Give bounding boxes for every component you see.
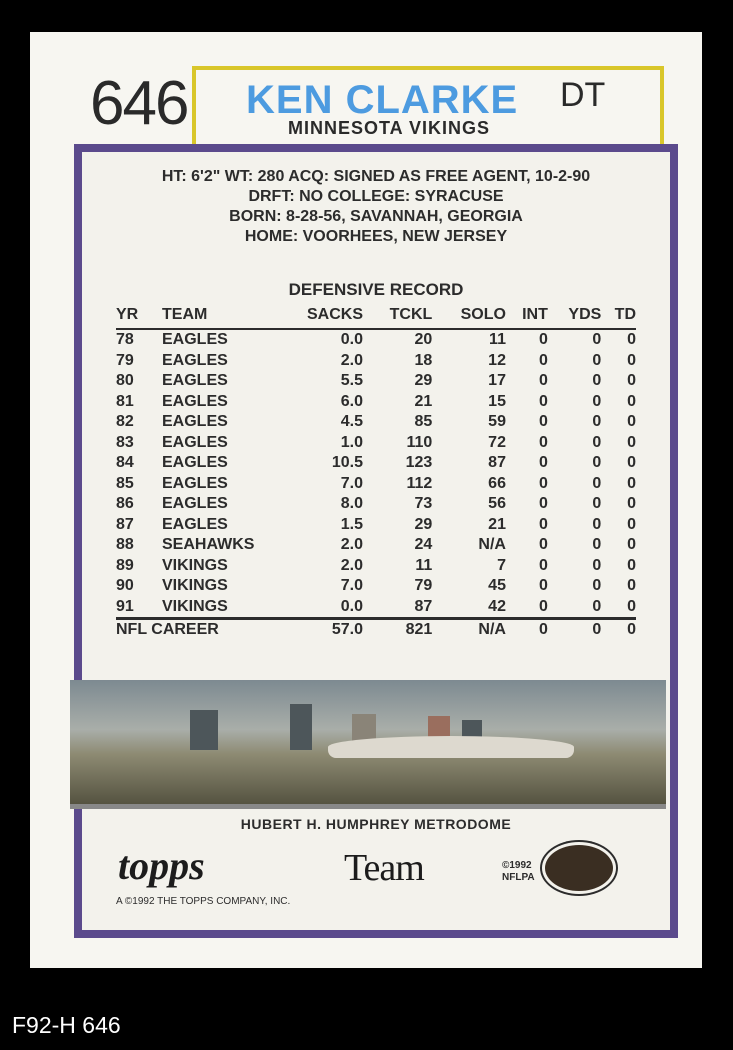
cell-solo: 11: [489, 331, 506, 349]
bio-line-1: HT: 6'2" WT: 280 ACQ: SIGNED AS FREE AGENT, 10-2-90: [161, 168, 591, 185]
col-header-int: INT: [506, 302, 548, 329]
cell-int: 0: [538, 495, 548, 513]
stats-row: [116, 453, 636, 474]
cell-sacks: 2.0: [340, 351, 363, 369]
cell-tckl: 24: [414, 536, 433, 554]
stats-row: [116, 494, 636, 515]
cell-solo: 7: [497, 556, 506, 574]
cell-yr: 89: [116, 556, 134, 574]
team-nfl-logo: Team: [344, 847, 424, 889]
stats-row: [116, 329, 636, 351]
cell-yr: 81: [116, 392, 134, 410]
cell-yr: 87: [116, 515, 134, 533]
cell-sacks: 0.0: [340, 331, 363, 349]
cell-team: EAGLES: [162, 454, 228, 472]
cell-tckl: 112: [406, 474, 433, 492]
stats-row: [116, 576, 636, 597]
metrodome: [328, 736, 574, 758]
cell-team: EAGLES: [162, 331, 228, 349]
cell-sacks: 1.5: [340, 515, 363, 533]
stats-row: [116, 597, 636, 619]
cell-yds: 0: [592, 577, 602, 595]
photo-caption: HUBERT H. HUMPHREY METRODOME: [240, 816, 512, 832]
card-number: 646: [90, 69, 188, 138]
player-name: KEN CLARKE: [246, 78, 519, 122]
cell-yds: 0: [592, 331, 602, 349]
cell-yr: 85: [116, 474, 134, 492]
cell-tckl: 29: [414, 515, 433, 533]
nflpa-text: [502, 860, 535, 884]
col-header-solo: SOLO: [432, 302, 506, 329]
cell-tckl: 123: [405, 454, 433, 472]
cell-int: 0: [538, 372, 548, 390]
cell-yr: 91: [116, 597, 134, 615]
cell-sacks: 2.0: [340, 536, 363, 554]
cell-td: 0: [627, 556, 636, 574]
cell-yr: 80: [116, 372, 134, 390]
stats-body: [116, 329, 636, 619]
cell-sacks: 2.0: [340, 556, 363, 574]
cell-yds: 0: [592, 454, 602, 472]
cell-sacks: 5.5: [340, 372, 363, 390]
cell-int: 0: [538, 454, 548, 472]
cell-sacks: 10.5: [331, 454, 363, 472]
cell-td: 0: [627, 331, 636, 349]
cell-td: 0: [627, 495, 636, 513]
cell-int: 0: [538, 474, 548, 492]
stats-row: [116, 392, 636, 413]
cell-solo: 17: [488, 372, 506, 390]
player-team: MINNESOTA VIKINGS: [288, 118, 491, 138]
cell-solo: 12: [488, 351, 506, 369]
cell-solo: 66: [488, 474, 506, 492]
stats-row: [116, 474, 636, 495]
cell-yds: 0: [592, 413, 602, 431]
cell-solo: 45: [488, 577, 506, 595]
career-sacks: 57.0: [272, 619, 363, 641]
cell-sacks: 1.0: [340, 433, 363, 451]
cell-int: 0: [538, 597, 548, 615]
cell-team: SEAHAWKS: [162, 536, 255, 554]
cell-td: 0: [627, 413, 636, 431]
cell-sacks: 7.0: [340, 474, 363, 492]
cell-tckl: 79: [414, 577, 433, 595]
cell-td: 0: [627, 454, 636, 472]
cell-yr: 83: [116, 433, 134, 451]
stats-row: [116, 351, 636, 372]
cell-yds: 0: [592, 433, 602, 451]
cell-yr: 86: [116, 495, 134, 513]
cell-solo: 21: [488, 515, 506, 533]
cell-int: 0: [538, 351, 548, 369]
cell-yr: 79: [116, 351, 134, 369]
cell-tckl: 20: [414, 331, 433, 349]
cell-team: EAGLES: [162, 495, 228, 513]
stats-row: [116, 535, 636, 556]
cell-sacks: 6.0: [340, 392, 363, 410]
topps-logo: topps: [118, 843, 205, 888]
stats-row: [116, 371, 636, 392]
col-header-td: TD: [601, 302, 636, 329]
cell-team: EAGLES: [162, 392, 228, 410]
player-position: DT: [560, 76, 606, 114]
cell-yds: 0: [592, 536, 602, 554]
col-header-yds: YDS: [548, 302, 601, 329]
cell-yds: 0: [592, 556, 602, 574]
cell-tckl: 73: [414, 495, 433, 513]
col-header-yr: YR: [116, 302, 162, 329]
cell-team: VIKINGS: [162, 597, 228, 615]
career-label: NFL CAREER: [116, 619, 272, 641]
nflpa-label: NFLPA: [502, 872, 535, 883]
stats-row: [116, 433, 636, 454]
nflpa-year: ©1992: [502, 860, 532, 871]
cell-team: VIKINGS: [162, 577, 228, 595]
stadium-photo: [70, 680, 666, 809]
career-tckl: 821: [363, 619, 432, 641]
footer-label: F92-H 646: [12, 1012, 121, 1038]
cell-tckl: 11: [415, 556, 433, 574]
cell-td: 0: [627, 536, 636, 554]
cell-sacks: 7.0: [340, 577, 363, 595]
cell-td: 0: [627, 433, 636, 451]
stats-row: [116, 412, 636, 433]
cell-int: 0: [538, 536, 548, 554]
cell-sacks: 8.0: [340, 495, 363, 513]
building: [190, 710, 218, 750]
cell-tckl: 21: [414, 392, 433, 410]
name-plate: [192, 66, 664, 144]
cell-solo: 42: [488, 597, 506, 615]
cell-yds: 0: [592, 372, 602, 390]
cell-solo: 15: [488, 392, 506, 410]
building: [290, 704, 312, 750]
cell-sacks: 4.5: [340, 413, 363, 431]
cell-yds: 0: [592, 515, 602, 533]
cell-yds: 0: [592, 351, 602, 369]
career-solo: N/A: [432, 619, 506, 641]
cell-tckl: 85: [414, 413, 433, 431]
stats-table: [116, 302, 636, 641]
cell-team: EAGLES: [162, 351, 228, 369]
stats-title: DEFENSIVE RECORD: [288, 280, 464, 299]
cell-td: 0: [627, 372, 636, 390]
cell-team: EAGLES: [162, 474, 228, 492]
cell-int: 0: [538, 413, 548, 431]
cell-int: 0: [538, 515, 548, 533]
cell-sacks: 0.0: [340, 597, 363, 615]
cell-int: 0: [538, 433, 548, 451]
cell-td: 0: [627, 515, 636, 533]
col-header-team: TEAM: [162, 302, 272, 329]
cell-team: EAGLES: [162, 515, 228, 533]
cell-int: 0: [538, 556, 548, 574]
cell-tckl: 87: [414, 597, 433, 615]
career-td: 0: [601, 619, 636, 641]
bio-line-4: HOME: VOORHEES, NEW JERSEY: [244, 228, 508, 245]
cell-td: 0: [627, 474, 636, 492]
cell-solo: 59: [488, 413, 506, 431]
stats-row: [116, 515, 636, 536]
trading-card-back: [30, 32, 702, 968]
career-int: 0: [506, 619, 548, 641]
cell-yds: 0: [592, 474, 602, 492]
cell-team: EAGLES: [162, 372, 228, 390]
cell-solo: N/A: [478, 536, 506, 554]
cell-tckl: 110: [406, 433, 433, 451]
cell-td: 0: [627, 351, 636, 369]
cell-team: EAGLES: [162, 433, 228, 451]
copyright: A ©1992 THE TOPPS COMPANY, INC.: [116, 896, 291, 907]
col-header-sacks: SACKS: [272, 302, 363, 329]
cell-yds: 0: [592, 495, 602, 513]
bio-line-2: DRFT: NO COLLEGE: SYRACUSE: [248, 188, 504, 205]
stats-row: [116, 556, 636, 577]
cell-solo: 56: [488, 495, 506, 513]
col-header-tckl: TCKL: [363, 302, 432, 329]
cell-yds: 0: [592, 392, 602, 410]
cell-yr: 82: [116, 413, 134, 431]
cell-solo: 87: [488, 454, 506, 472]
nflpa-football-icon: [542, 842, 616, 894]
cell-yr: 78: [116, 331, 134, 349]
bio-line-3: BORN: 8-28-56, SAVANNAH, GEORGIA: [229, 208, 523, 225]
card-frame: [74, 144, 678, 938]
cell-int: 0: [538, 577, 548, 595]
stats-header-row: [116, 302, 636, 329]
cell-int: 0: [538, 392, 548, 410]
cell-int: 0: [538, 331, 548, 349]
cell-td: 0: [627, 577, 636, 595]
career-yds: 0: [548, 619, 601, 641]
cell-yr: 84: [116, 454, 134, 472]
cell-yr: 88: [116, 536, 134, 554]
cell-team: EAGLES: [162, 413, 228, 431]
cell-td: 0: [627, 392, 636, 410]
cell-yds: 0: [592, 597, 602, 615]
cell-yr: 90: [116, 577, 134, 595]
career-row: [116, 619, 636, 641]
cell-team: VIKINGS: [162, 556, 228, 574]
cell-tckl: 29: [414, 372, 433, 390]
cell-solo: 72: [488, 433, 506, 451]
cell-tckl: 18: [414, 351, 433, 369]
cell-td: 0: [627, 597, 636, 615]
